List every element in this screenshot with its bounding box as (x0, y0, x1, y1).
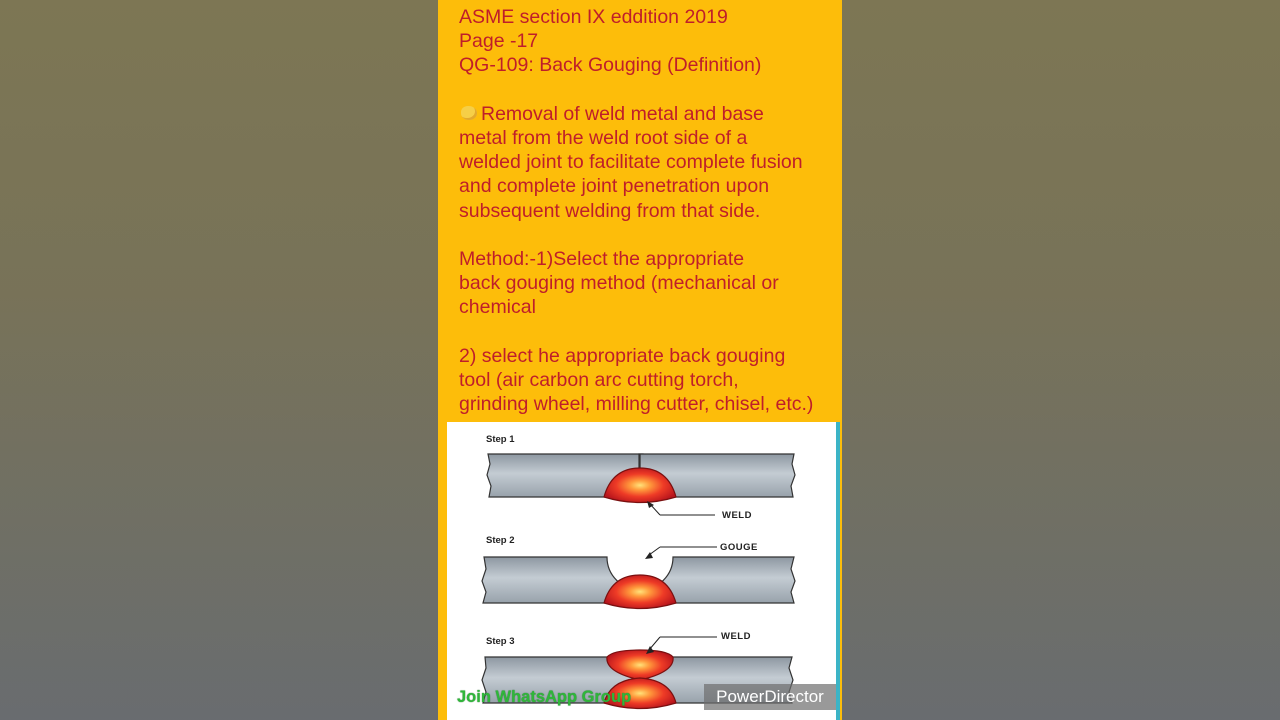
method-line-3: chemical (459, 296, 536, 319)
clause-line: QG-109: Back Gouging (Definition) (459, 54, 762, 77)
diagram-illustration (447, 422, 836, 720)
post-text (459, 5, 834, 416)
page-line: Page -17 (459, 30, 539, 53)
definition-line-4: and complete joint penetration upon (459, 175, 770, 198)
method-line-1: Method:-1)Select the appropriate (459, 248, 745, 270)
step1-label: Step 1 (486, 434, 515, 445)
step2-label: Step 2 (486, 535, 515, 546)
powerdirector-watermark: PowerDirector (704, 684, 836, 710)
tool-line-1: 2) select he appropriate back gouging (459, 344, 786, 367)
pointing-hand-icon (459, 103, 481, 123)
blurred-background-right (842, 0, 1280, 720)
heading-line: ASME section IX eddition 2019 (459, 6, 728, 28)
step1-plates (487, 454, 795, 515)
method-line-2: back gouging method (mechanical or (459, 272, 779, 295)
back-gouging-diagram (447, 422, 840, 720)
tool-line-2: tool (air carbon arc cutting torch, (459, 369, 739, 391)
video-frame (438, 0, 842, 720)
step3-label: Step 3 (486, 636, 515, 647)
step2-plates (482, 547, 795, 609)
definition-line-3: welded joint to facilitate complete fusion (459, 151, 803, 174)
tool-line-3: grinding wheel, milling cutter, chisel, etc.) (459, 393, 814, 416)
weld-callout-3: WELD (721, 631, 751, 642)
blurred-background-left (0, 0, 438, 720)
weld-callout-1: WELD (722, 510, 752, 521)
join-whatsapp-link[interactable]: Join WhatsApp Group (457, 688, 632, 706)
definition-line-2: metal from the weld root side of a (459, 127, 748, 149)
definition-line-1: Removal of weld metal and base (459, 102, 834, 126)
gouge-callout: GOUGE (720, 542, 758, 553)
definition-line-5: subsequent welding from that side. (459, 199, 761, 222)
